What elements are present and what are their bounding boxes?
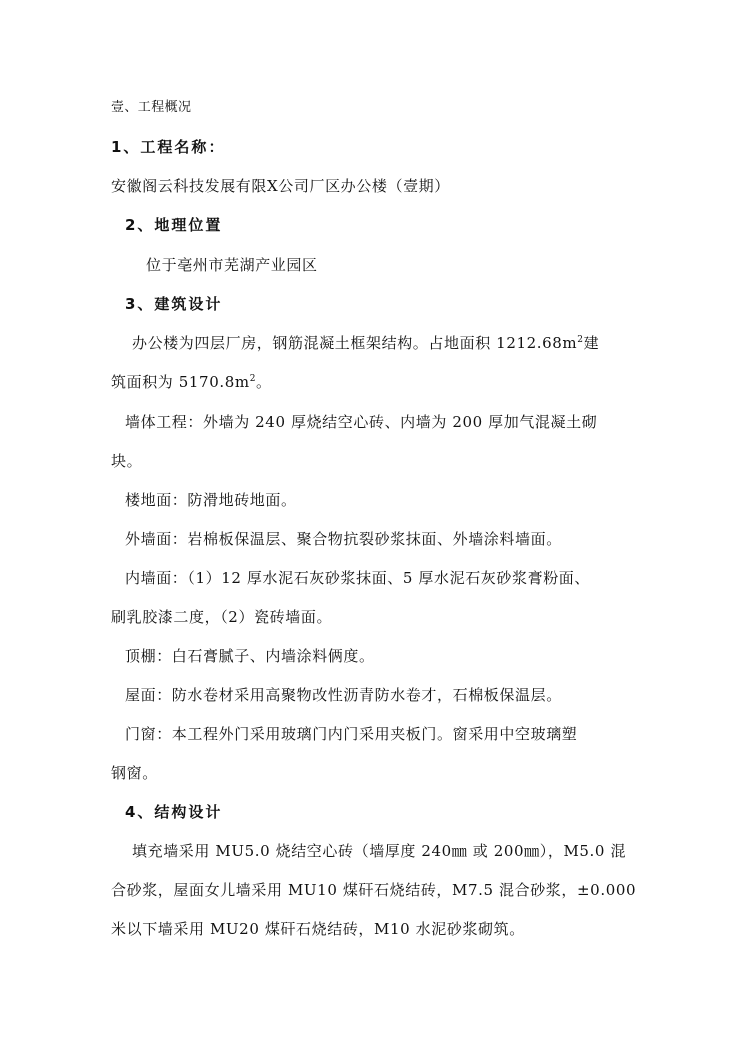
heading-project-name: 1、工程名称：: [111, 138, 226, 156]
project-name-text: 安徽阁云科技发展有限X公司厂区办公楼（壹期）: [111, 177, 450, 195]
interior-wall-line-1: 内墙面：（1）12 厚水泥石灰砂浆抹面、5 厚水泥石灰砂浆膏粉面、: [125, 569, 591, 587]
location-text: 位于亳州市芜湖产业园区: [146, 256, 318, 274]
architecture-text-d: 。: [256, 373, 272, 391]
exterior-wall-text: 外墙面：岩棉板保温层、聚合物抗裂砂浆抹面、外墙涂料墙面。: [125, 530, 562, 548]
roof-text: 屋面：防水卷材采用高聚物改性沥青防水卷才，石棉板保温层。: [125, 686, 562, 704]
architecture-paragraph-line-1: [132, 333, 599, 353]
wall-works-line-1: 墙体工程：外墙为 240 厚烧结空心砖、内墙为 200 厚加气混凝土砌: [125, 413, 598, 431]
wall-works-line-2: 块。: [111, 452, 143, 470]
architecture-paragraph-line-2: [111, 372, 272, 392]
architecture-text-b: 建: [583, 334, 600, 352]
architecture-text-a: 办公楼为四层厂房，钢筋混凝土框架结构。占地面积 1212.68m: [132, 334, 578, 352]
superscript-2-b: 2: [249, 374, 257, 384]
section-title: 壹、工程概况: [111, 100, 192, 115]
heading-structure: 4、结构设计: [125, 803, 223, 821]
superscript-2: 2: [577, 335, 584, 345]
doors-windows-line-1: 门窗：本工程外门采用玻璃门内门采用夹板门。窗采用中空玻璃塑: [125, 725, 578, 743]
floor-text: 楼地面：防滑地砖地面。: [125, 491, 297, 509]
structure-line-3: 米以下墙采用 MU20 煤矸石烧结砖，M10 水泥砂浆砌筑。: [111, 920, 525, 938]
ceiling-text: 顶棚：白石膏腻子、内墙涂料俩度。: [125, 647, 375, 665]
architecture-text-c: 筑面积为 5170.8m: [111, 373, 250, 391]
structure-line-2: 合砂浆，屋面女儿墙采用 MU10 煤矸石烧结砖，M7.5 混合砂浆，±0.000: [111, 881, 637, 899]
interior-wall-line-2: 刷乳胶漆二度，（2）瓷砖墙面。: [111, 608, 333, 626]
structure-line-1: 填充墙采用 MU5.0 烧结空心砖（墙厚度 240㎜ 或 200㎜），M5.0 混: [132, 842, 627, 860]
heading-location: 2、地理位置: [125, 216, 223, 234]
doors-windows-line-2: 钢窗。: [111, 764, 158, 782]
heading-architecture: 3、建筑设计: [125, 295, 223, 313]
